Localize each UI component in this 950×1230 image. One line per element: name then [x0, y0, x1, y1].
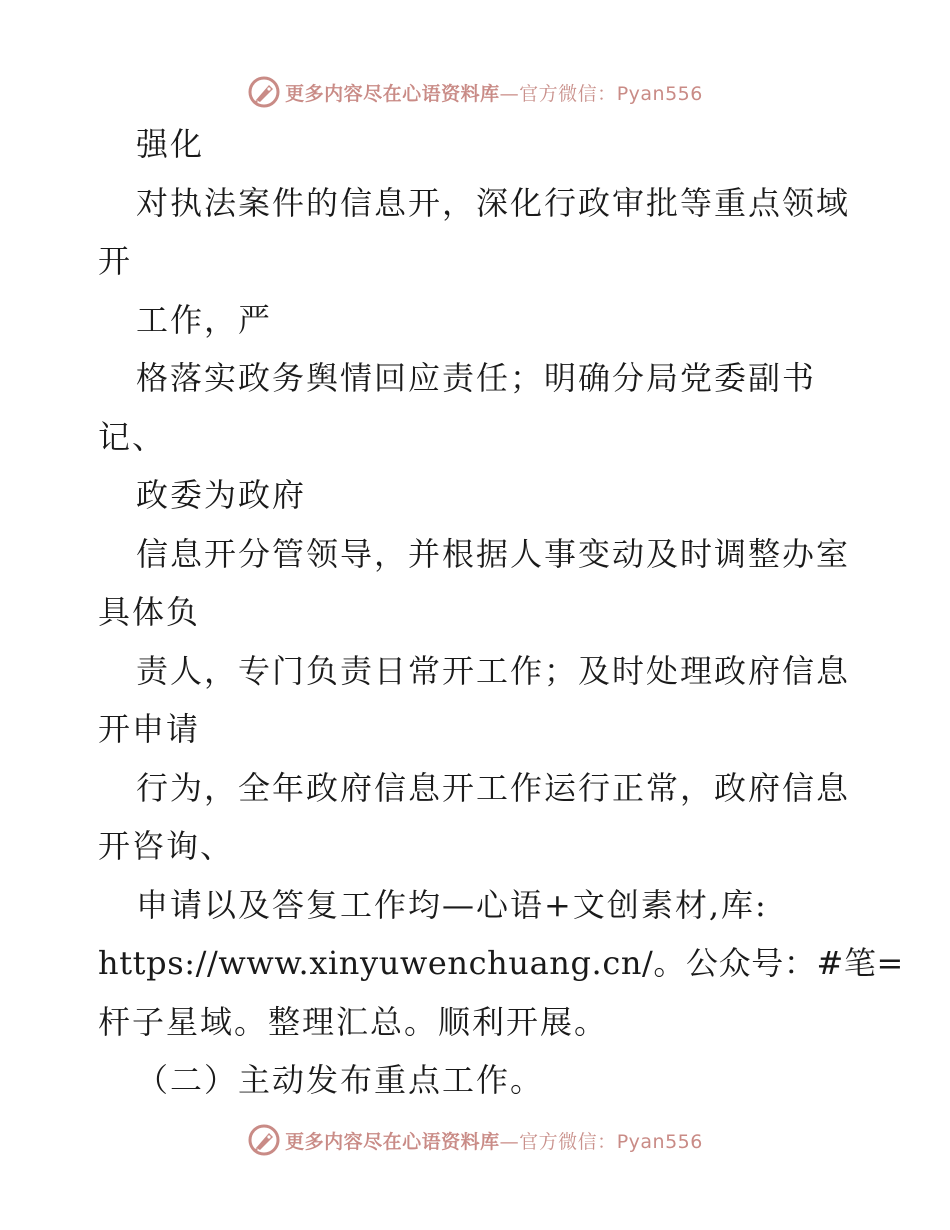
banner-text: 更多内容尽在心语资料库—官方微信：Pyan556: [285, 1130, 703, 1153]
text-line: 具体负: [98, 593, 201, 631]
text-line: 开咨询、: [98, 827, 235, 865]
pen-logo-icon: [247, 75, 281, 109]
text-line: 责人，专门负责日常开工作；及时处理政府信息: [136, 651, 851, 690]
text-line-url: https://www.xinyuwenchuang.cn/。公众号：#笔=: [98, 944, 904, 982]
text-line: 杆子星域。整理汇总。顺利开展。: [98, 1002, 609, 1041]
section-heading: （二）主动发布重点工作。: [136, 1061, 545, 1099]
text-line: 格落实政务舆情回应责任；明确分局党委副书: [136, 359, 817, 397]
text-line: 行为，全年政府信息开工作运行正常，政府信息: [136, 768, 851, 807]
text-line: 信息开分管领导，并根据人事变动及时调整办室: [136, 534, 851, 573]
text-line: 记、: [98, 417, 167, 456]
pen-logo-icon: [247, 1123, 281, 1157]
text-line: 工作，严: [136, 300, 273, 339]
banner-text: 更多内容尽在心语资料库—官方微信：Pyan556: [285, 82, 703, 105]
text-line: 强化: [136, 125, 205, 163]
text-line: 政委为政府: [136, 476, 307, 514]
footer-watermark-banner: [0, 1120, 950, 1160]
text-line: 开: [98, 242, 133, 280]
document-body: [98, 115, 904, 1110]
text-line: 申请以及答复工作均—心语+文创素材,库:: [136, 885, 768, 924]
text-line: 对执法案件的信息开，深化行政审批等重点领域: [136, 183, 851, 222]
header-watermark-banner: [0, 72, 950, 112]
text-line: 开申请: [98, 710, 201, 748]
